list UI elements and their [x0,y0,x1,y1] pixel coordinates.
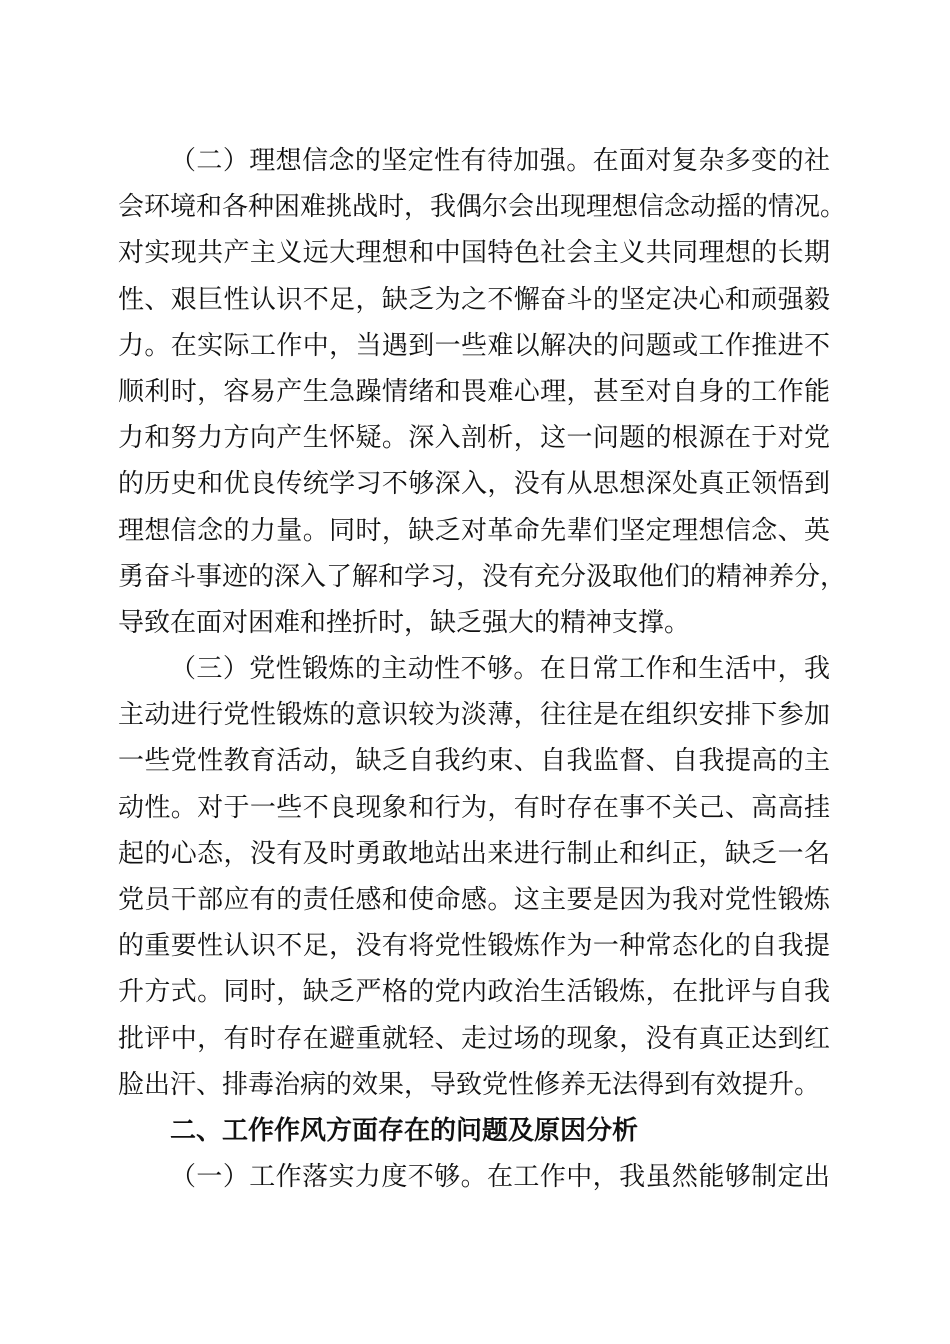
paragraph-line: 一些党性教育活动，缺乏自我约束、自我监督、自我提高的主 [118,746,830,777]
paragraph-line: 的历史和优良传统学习不够深入，没有从思想深处真正领悟到 [118,469,830,500]
paragraph-line: 理想信念的力量。同时，缺乏对革命先辈们坚定理想信念、英 [118,515,830,546]
paragraph-line: 勇奋斗事迹的深入了解和学习，没有充分汲取他们的精神养分， [118,561,847,592]
paragraph-line: 性、艰巨性认识不足，缺乏为之不懈奋斗的坚定决心和顽强毅 [118,284,830,315]
paragraph-line: 导致在面对困难和挫折时，缺乏强大的精神支撑。 [118,607,691,638]
paragraph-line: 党员干部应有的责任感和使命感。这主要是因为我对党性锻炼 [118,885,830,915]
paragraph-line: 动性。对于一些不良现象和行为，有时存在事不关己、高高挂 [118,792,830,823]
paragraph-line-work-implementation: （一）工作落实力度不够。在工作中，我虽然能够制定出 [170,1162,830,1193]
section-heading: 二、工作作风方面存在的问题及原因分析 [170,1115,639,1146]
paragraph-ideals-belief [118,138,847,646]
paragraph-line: 力。在实际工作中，当遇到一些难以解决的问题或工作推进不 [118,330,830,361]
paragraph-line: 顺利时，容易产生急躁情绪和畏难心理，甚至对自身的工作能 [118,376,830,407]
paragraph-line: 力和努力方向产生怀疑。深入剖析，这一问题的根源在于对党 [118,423,830,454]
paragraph-line: （二）理想信念的坚定性有待加强。在面对复杂多变的社 [170,146,830,176]
paragraph-line: （三）党性锻炼的主动性不够。在日常工作和生活中，我 [170,654,830,685]
paragraph-line: 批评中，有时存在避重就轻、走过场的现象，没有真正达到红 [118,1023,830,1054]
paragraph-line: 升方式。同时，缺乏严格的党内政治生活锻炼，在批评与自我 [118,977,830,1008]
paragraph-line: 对实现共产主义远大理想和中国特色社会主义共同理想的长期 [118,238,830,269]
paragraph-line: 的重要性认识不足，没有将党性锻炼作为一种常态化的自我提 [118,931,830,962]
paragraph-party-spirit [118,646,830,1108]
paragraph-line: 会环境和各种困难挑战时，我偶尔会出现理想信念动摇的情况。 [118,192,847,223]
document-body [118,138,847,1200]
paragraph-line: 脸出汗、排毒治病的效果，导致党性修养无法得到有效提升。 [118,1069,821,1100]
paragraph-line: 主动进行党性锻炼的意识较为淡薄，往往是在组织安排下参加 [118,700,830,731]
paragraph-line: 起的心态，没有及时勇敢地站出来进行制止和纠正，缺乏一名 [118,838,830,869]
